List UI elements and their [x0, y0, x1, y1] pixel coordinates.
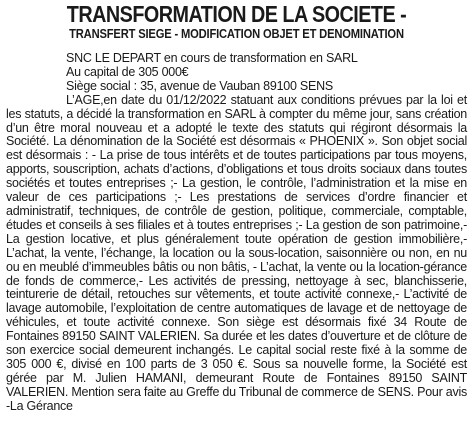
notice-body [6, 52, 467, 414]
company-line: SNC LE DEPART en cours de transformation en SARL [66, 51, 358, 65]
notice-title: TRANSFORMATION DE LA SOCIETE - [66, 1, 407, 27]
siege-line: Siège social : 35, avenue de Vauban 89100 SENS [66, 78, 333, 93]
notice-subtitle: TRANSFERT SIEGE - MODIFICATION OBJET ET DENOMINATION [69, 26, 404, 41]
notice-paragraph: L’AGE,en date du 01/12/2022 statuant aux conditions prévues par la loi et les statuts, a décidé la transformation en SARL à compter du même jour, sans création d’un être moral nouveau et a adopté le texte des statuts qui régiront désormais la Société. La dénomination de la Société est désormais « PHOENIX ». Son objet social est désormais : - La prise de tous intérêts et de toutes participations par tous moyens, apports, souscription, achats d’actions, d’obligations et tous droits sociaux dans toutes sociétés et toutes entreprises ;- La gestion, le contrôle, l’administration et la mise en valeur de ces participations ;- Les prestations de services d’ordre financier et administratif, techniques, de contrôle de gestion, politique, commerciale, comptable, études et conseils à ses filiales et à toutes entreprises ;- La gestion de son patrimoine,- La gestion locative, et plus généralement toute opération de gestion immobilière,- L’achat, la vente, l’échange, la location ou la sous-location, saisonnière ou non, en nu ou en meublé d’immeubles bâtis ou non bâtis, - L’achat, la vente ou la location-gérance de fonds de commerce,- Les activités de pressing, nettoyage à sec, blanchisserie, teinturerie de détail, retouches sur vêtements, et toute activité connexe,- L’activité de lavage automobile, l’exploitation de centre automatiques de lavage et de nettoyage de véhicules, et toute activité connexe. Son siège est désormais fixé 34 Route de Fontaines 89150 SAINT VALERIEN. Sa durée et les dates d’ouverture et de clôture de son exercice social demeurent inchangés. Le capital social reste fixé à la somme de 305 000 €, divisé en 100 parts de 3 050 €. Sous sa nouvelle forme, la Société est gérée par M. Julien HAMANI, demeurant Route de Fontaines 89150 SAINT VALERIEN. Mention sera faite au Greffe du Tribunal de commerce de SENS. Pour avis -La Gérance [6, 92, 467, 413]
capital-line: Au capital de 305 000€ [66, 64, 189, 79]
